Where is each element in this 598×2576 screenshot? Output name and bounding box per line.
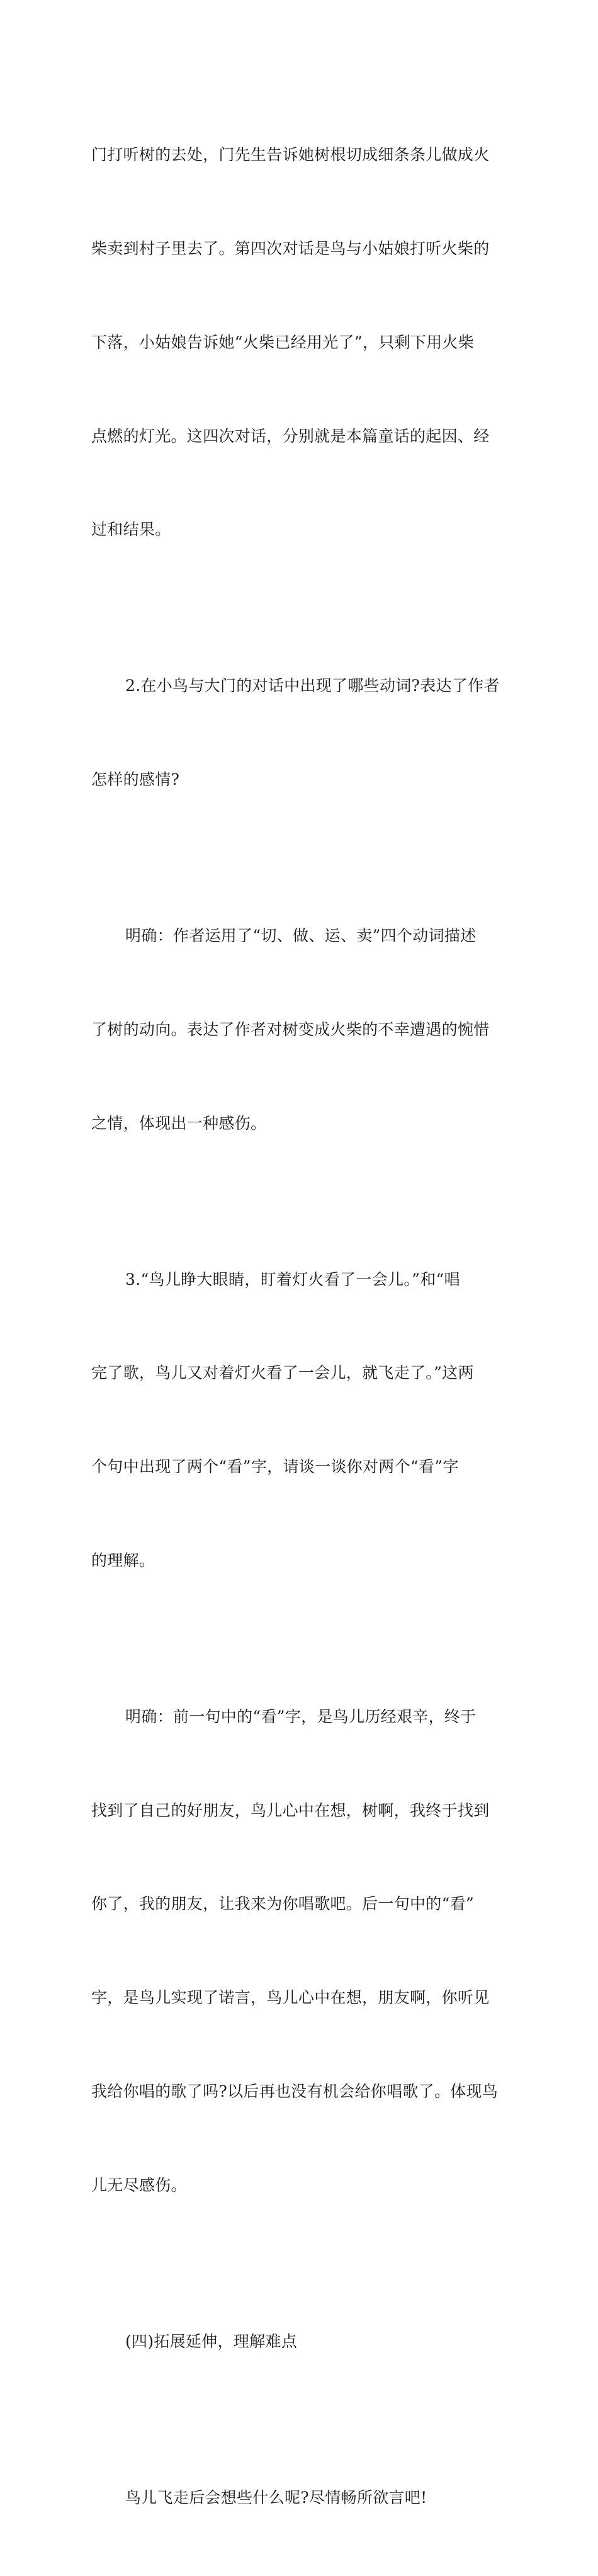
section-4-heading	[91, 2264, 509, 2420]
text-line: 柴卖到村子里去了。第四次对话是鸟与小姑娘打听火柴的	[91, 239, 490, 258]
paragraph-continuation	[91, 77, 509, 608]
text-line: 3.“鸟儿睁大眼睛，盯着灯火看了一会儿。”和“唱	[125, 1270, 460, 1289]
text-line: 下落，小姑娘告诉她“火柴已经用光了”，只剩下用火柴	[91, 333, 475, 351]
text-line: 完了歌，鸟儿又对着灯火看了一会儿，就飞走了。”这两	[91, 1364, 474, 1382]
text-line: 鸟儿飞走后会想些什么呢?尽情畅所欲言吧!	[125, 2488, 427, 2507]
text-line: 明确：前一句中的“看”字，是鸟儿历经艰辛，终于	[125, 1707, 477, 1726]
text-line: 字，是鸟儿实现了诺言，鸟儿心中在想，朋友啊，你听见	[91, 1988, 490, 2007]
question-3	[91, 1201, 509, 1638]
answer-2	[91, 858, 509, 1202]
text-line: 儿无尽感伤。	[91, 2175, 187, 2194]
text-line: 找到了自己的好朋友，鸟儿心中在想，树啊，我终于找到	[91, 1801, 490, 1820]
text-line: 怎样的感情?	[91, 770, 180, 789]
text-line: 点燃的灯光。这四次对话，分别就是本篇童话的起因、经	[91, 426, 490, 445]
text-line: 之情，体现出一种感伤。	[91, 1114, 267, 1132]
text-line: 门打听树的去处，门先生告诉她树根切成细条条儿做成火	[91, 145, 490, 164]
text-line: 过和结果。	[91, 520, 171, 539]
document-page	[91, 77, 509, 2576]
text-line: 明确：作者运用了“切、做、运、卖”四个动词描述	[125, 926, 477, 945]
text-line: (四)拓展延伸，理解难点	[125, 2332, 298, 2351]
text-line: 个句中出现了两个“看”字，请谈一谈你对两个“看”字	[91, 1457, 459, 1476]
question-2	[91, 608, 509, 858]
text-line: 我给你唱的歌了吗?以后再也没有机会给你唱歌了。体现鸟	[91, 2082, 499, 2100]
text-line: 2.在小鸟与大门的对话中出现了哪些动词?表达了作者	[125, 676, 500, 695]
section-4-prompt	[91, 2420, 509, 2576]
text-line: 你了，我的朋友，让我来为你唱歌吧。后一句中的“看”	[91, 1895, 475, 1913]
text-line: 了树的动向。表达了作者对树变成火柴的不幸遭遇的惋惜	[91, 1020, 490, 1039]
answer-3	[91, 1639, 509, 2264]
text-line: 的理解。	[91, 1551, 155, 1570]
